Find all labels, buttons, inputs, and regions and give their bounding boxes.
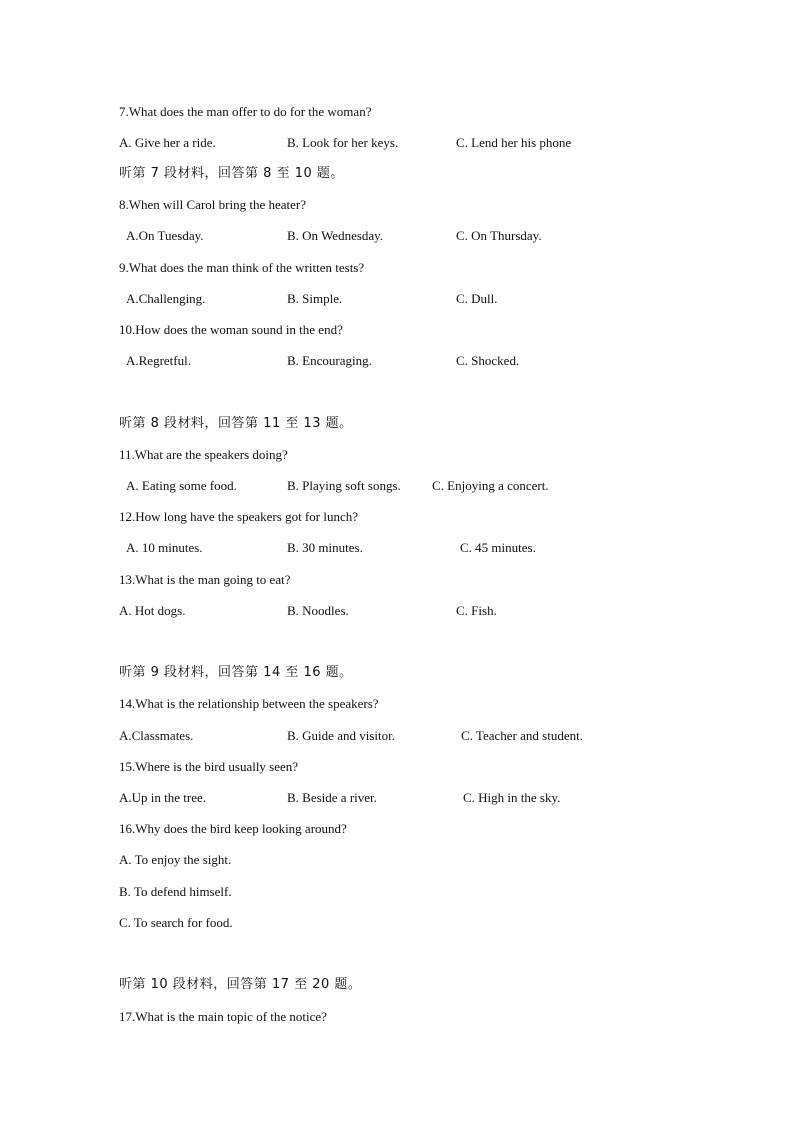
question-15: 15.Where is the bird usually seen? (119, 759, 299, 774)
q14-option-c: C. Teacher and student. (461, 728, 583, 743)
q14-option-a: A.Classmates. (119, 728, 194, 743)
q11-option-c: C. Enjoying a concert. (432, 478, 549, 493)
question-8: 8.When will Carol bring the heater? (119, 197, 306, 212)
q9-option-b: B. Simple. (287, 291, 343, 306)
question-16: 16.Why does the bird keep looking around? (119, 821, 347, 836)
q9-option-c: C. Dull. (456, 291, 498, 306)
q15-option-c: C. High in the sky. (463, 790, 561, 805)
section-heading-8: 听第 8 段材料，回答第 11 至 13 题。 (119, 416, 353, 431)
q7-option-c: C. Lend her his phone (456, 135, 572, 150)
q13-option-a: A. Hot dogs. (119, 603, 186, 618)
q15-option-a: A.Up in the tree. (119, 790, 207, 805)
q13-option-c: C. Fish. (456, 603, 497, 618)
q12-option-b: B. 30 minutes. (287, 540, 363, 555)
section-heading-10: 听第 10 段材料，回答第 17 至 20 题。 (119, 977, 362, 992)
q10-option-a: A.Regretful. (126, 353, 191, 368)
question-7: 7.What does the man offer to do for the woman? (119, 104, 372, 119)
q7-option-a: A. Give her a ride. (119, 135, 216, 150)
question-10: 10.How does the woman sound in the end? (119, 322, 343, 337)
q16-option-a: A. To enjoy the sight. (119, 852, 232, 867)
q7-option-b: B. Look for her keys. (287, 135, 399, 150)
q8-option-b: B. On Wednesday. (287, 228, 384, 243)
q11-option-b: B. Playing soft songs. (287, 478, 401, 493)
q9-option-a: A.Challenging. (126, 291, 206, 306)
question-11: 11.What are the speakers doing? (119, 447, 288, 462)
q10-option-b: B. Encouraging. (287, 353, 372, 368)
q10-option-c: C. Shocked. (456, 353, 520, 368)
question-12: 12.How long have the speakers got for lunch? (119, 509, 358, 524)
question-17: 17.What is the main topic of the notice? (119, 1009, 327, 1024)
q14-option-b: B. Guide and visitor. (287, 728, 395, 743)
section-heading-9: 听第 9 段材料，回答第 14 至 16 题。 (119, 665, 353, 680)
q8-option-a: A.On Tuesday. (126, 228, 204, 243)
q12-option-a: A. 10 minutes. (126, 540, 203, 555)
question-14: 14.What is the relationship between the speakers? (119, 696, 379, 711)
q15-option-b: B. Beside a river. (287, 790, 377, 805)
q13-option-b: B. Noodles. (287, 603, 349, 618)
q12-option-c: C. 45 minutes. (460, 540, 536, 555)
q16-option-c: C. To search for food. (119, 915, 233, 930)
q8-option-c: C. On Thursday. (456, 228, 542, 243)
question-13: 13.What is the man going to eat? (119, 572, 291, 587)
q11-option-a: A. Eating some food. (126, 478, 237, 493)
question-9: 9.What does the man think of the written tests? (119, 260, 365, 275)
q16-option-b: B. To defend himself. (119, 884, 232, 899)
section-heading-7: 听第 7 段材料，回答第 8 至 10 题。 (119, 166, 344, 181)
